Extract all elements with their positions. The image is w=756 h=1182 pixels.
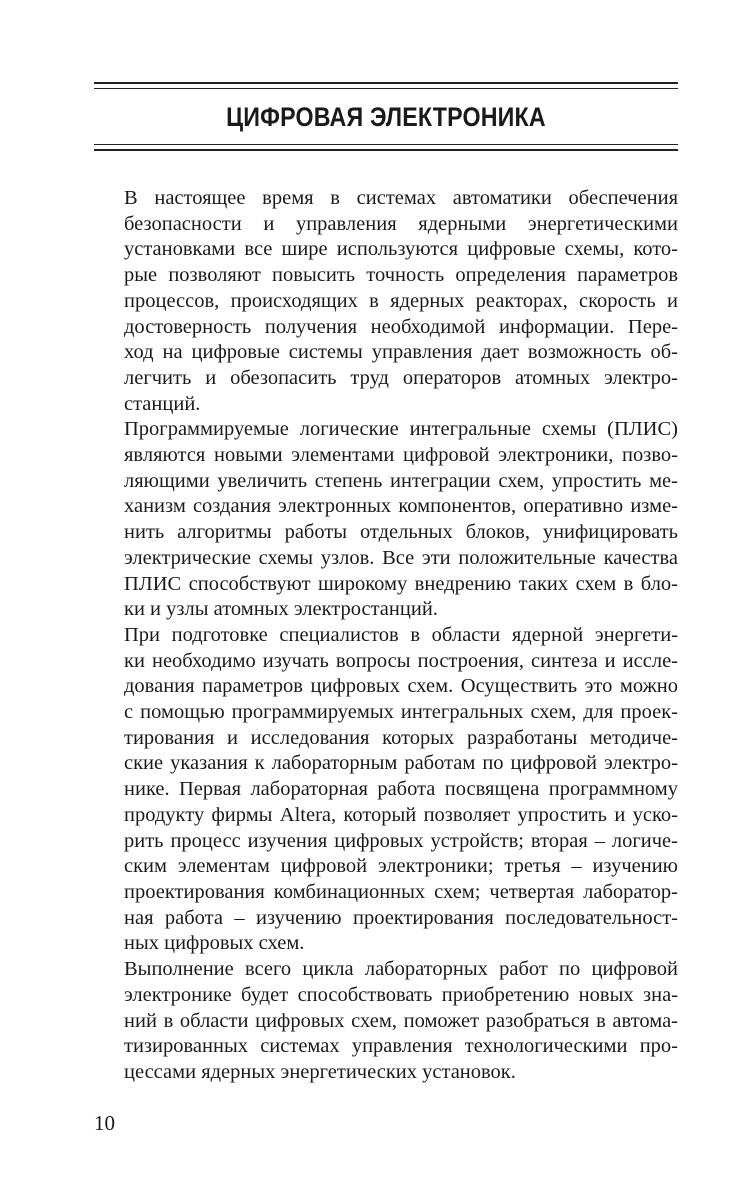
header-rule-top-thin (94, 88, 678, 89)
text-line: тизированных системах управления технологическими про- (124, 1035, 678, 1058)
header-rule-top-thick (94, 82, 678, 84)
text-line: ляющими увеличить степень интеграции схем, упростить ме- (124, 469, 678, 492)
text-line: с помощью программируемых интегральных схем, для проек- (124, 701, 678, 724)
text-line: Выполнение всего цикла лабораторных работ по цифровой (124, 958, 678, 981)
paragraph (94, 957, 678, 1086)
text-line: ная работа – изучению проектирования последовательност- (124, 906, 678, 929)
text-line: ки необходимо изучать вопросы построения, синтеза и иссле- (124, 649, 678, 672)
text-line: ний в области цифровых схем, поможет разобраться в автома- (124, 1009, 678, 1032)
text-line: В настоящее время в системах автоматики обеспечения (124, 187, 678, 209)
page-number: 10 (94, 1111, 115, 1135)
text-line: безопасности и управления ядерными энергетическими (124, 212, 678, 235)
text-line: проектирования комбинационных схем; четвертая лаборатор- (124, 880, 678, 903)
text-line: легчить и обезопасить труд операторов атомных электро- (124, 366, 678, 389)
paragraph (94, 623, 678, 957)
text-line: ПЛИС способствуют широкому внедрению таких схем в бло- (124, 572, 678, 595)
text-line: установками все шире используются цифровые схемы, кото- (124, 238, 678, 261)
text-line: ским элементам цифровой электроники; третья – изучению (124, 855, 678, 878)
text-line: ных цифровых схем. (124, 932, 305, 955)
text-line: ские указания к лабораторным работам по цифровой электро- (124, 752, 678, 775)
paragraph (94, 186, 678, 417)
text-line: ки и узлы атомных электростанций. (124, 598, 438, 621)
text-line: ход на цифровые системы управления дает возможность об- (124, 341, 678, 364)
paragraph (94, 417, 678, 623)
text-line: электронике будет способствовать приобретению новых зна- (124, 983, 678, 1006)
text-line: нить алгоритмы работы отдельных блоков, унифицировать (124, 521, 678, 544)
text-line: тирования и исследования которых разработаны методиче- (124, 726, 678, 749)
text-line: Программируемые логические интегральные схемы (ПЛИС) (124, 418, 678, 441)
text-line: электрические схемы узлов. Все эти положительные качества (124, 546, 678, 569)
text-line: дования параметров цифровых схем. Осуществить это можно (124, 675, 678, 698)
text-line: продукту фирмы Altera, который позволяет упростить и уско- (124, 803, 678, 826)
body-text (94, 186, 678, 1086)
text-line: достоверность получения необходимой информации. Пере- (124, 315, 678, 338)
chapter-title: ЦИФРОВАЯ ЭЛЕКТРОНИКА (226, 102, 546, 132)
text-line: являются новыми элементами цифровой электроники, позво- (124, 444, 678, 467)
text-line: нике. Первая лабораторная работа посвящена программному (124, 778, 678, 801)
text-line: цессами ядерных энергетических установок. (124, 1060, 516, 1083)
text-line: рить процесс изучения цифровых устройств; вторая – логиче- (124, 829, 678, 852)
text-line: При подготовке специалистов в области ядерной энергети- (124, 623, 678, 646)
text-line: станций. (124, 392, 201, 415)
text-line: процессов, происходящих в ядерных реакторах, скорость и (124, 289, 678, 312)
header-rule-bottom-thick (94, 149, 678, 151)
text-line: ханизм создания электронных компонентов, оперативно изме- (124, 495, 678, 518)
header-rule-bottom-thin (94, 144, 678, 145)
text-line: рые позволяют повысить точность определения параметров (124, 264, 678, 287)
